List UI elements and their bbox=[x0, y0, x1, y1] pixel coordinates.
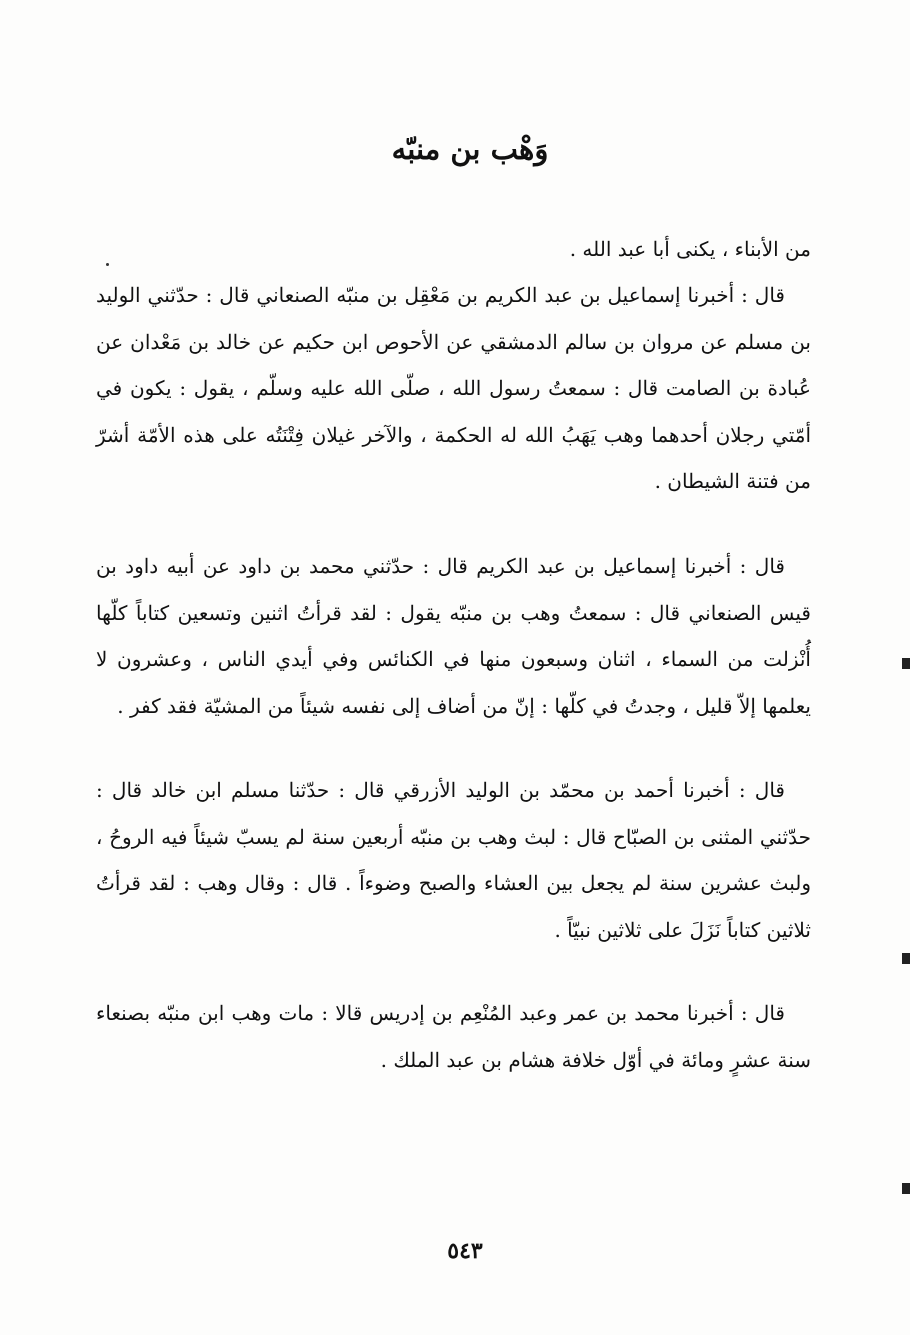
paragraph-1 bbox=[96, 226, 811, 273]
paragraph-4-text: قال : أخبرنا أحمد بن محمّد بن الوليد الأزرقي قال : حدّثنا مسلم ابن خالد قال : حدّثني المثنى بن الصبّاح قال : لبث وهب بن منبّه أربعين سنة لم يسبّ شيئاً فيه الروحُ ، ولبث عشرين سنة لم يجعل بين العشاء والصبح وضوءاً . قال : وقال وهب : لقد قرأتُ ثلاثين كتاباً نَزَلَ على ثلاثين نبيّاً . bbox=[96, 778, 811, 942]
paragraph-5-text: قال : أخبرنا محمد بن عمر وعبد المُنْعِم بن إدريس قالا : مات وهب ابن منبّه بصنعاء سنة عشرٍ ومائة في أوّل خلافة هشام بن عبد الملك . bbox=[96, 1001, 811, 1072]
paragraph-2-text: قال : أخبرنا إسماعيل بن عبد الكريم بن مَعْقِل بن منبّه الصنعاني قال : حدّثني الوليد بن مسلم عن مروان بن سالم الدمشقي عن الأحوص ابن حكيم عن خالد بن مَعْدان عن عُبادة بن الصامت قال : سمعتُ رسول الله ، صلّى الله عليه وسلّم ، يقول : يكون في أمّتي رجلان أحدهما وهب يَهَبُ الله له الحكمة ، والآخر غيلان فِتْنَتُه على هذه الأمّة أشرّ من فتنة الشيطان . bbox=[96, 283, 811, 493]
scan-edge-mark bbox=[902, 658, 910, 669]
paragraph-4 bbox=[96, 767, 811, 953]
page-title: وَهْب بن منبّه bbox=[391, 132, 549, 166]
paragraph-3-text: قال : أخبرنا إسماعيل بن عبد الكريم قال : حدّثني محمد بن داود عن أبيه داود بن قيس الصنعاني قال : سمعتُ وهب بن منبّه يقول : لقد قرأتُ اثنين وتسعين كتاباً كلّها أُنْزلت من السماء ، اثنان وسبعون منها في الكنائس وفي أيدي الناس ، وعشرون لا يعلمها إلاّ قليل ، وجدتُ في كلّها : إنّ من أضاف إلى نفسه شيئاً من المشيّة فقد كفر . bbox=[96, 554, 811, 718]
paragraph-5 bbox=[96, 990, 811, 1083]
scan-speck bbox=[106, 263, 109, 266]
paragraph-1-text: من الأبناء ، يكنى أبا عبد الله . bbox=[569, 237, 811, 261]
page-number: ٥٤٣ bbox=[447, 1238, 483, 1264]
scan-edge-mark bbox=[902, 1183, 910, 1194]
paragraph-3 bbox=[96, 543, 811, 729]
paragraph-2 bbox=[96, 272, 811, 505]
scan-edge-mark bbox=[902, 953, 910, 964]
